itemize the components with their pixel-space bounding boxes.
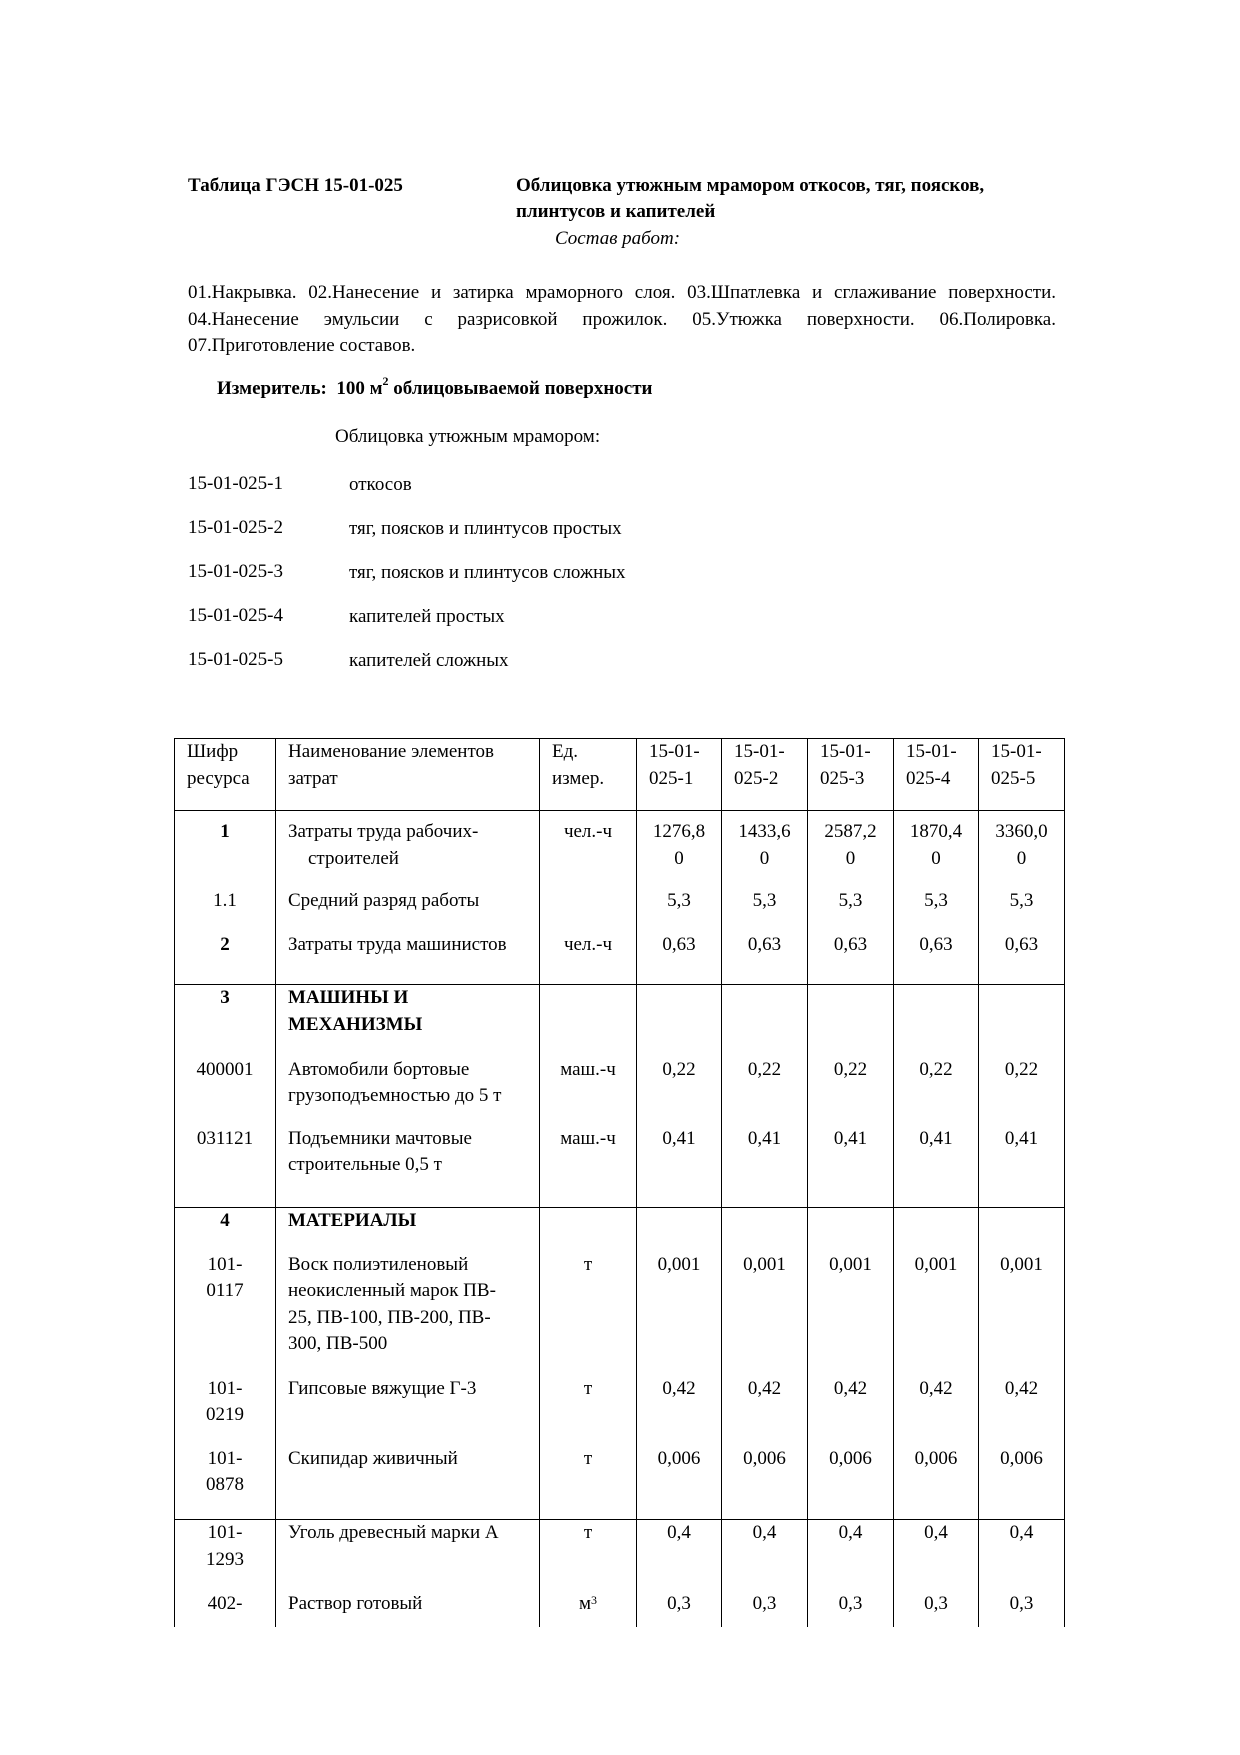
item-code: 15-01-025-4 — [188, 605, 283, 626]
resource-table — [174, 738, 1065, 1627]
row-unit: т — [540, 1446, 637, 1520]
row-code: 1.1 — [175, 882, 276, 926]
table-row-section — [175, 1208, 1065, 1252]
meter-sup: 2 — [382, 374, 389, 388]
table-row — [175, 882, 1065, 926]
table-row — [175, 1126, 1065, 1208]
header-col-3: 15-01- 025-3 — [808, 739, 894, 811]
row-value: 0,22 — [894, 1055, 979, 1126]
work-composition-text: 01.Накрывка. 02.Нанесение и затирка мраморного слоя. 03.Шпатлевка и сглаживание поверхности. 04.Нанесение эмульсии с разрисовкой прожилок. 05.Утюжка поверхности. 06.Полировка. 07.Приготовление составов. — [188, 282, 1056, 356]
row-value: 5,3 — [894, 882, 979, 926]
row-value: 0,006 — [722, 1446, 808, 1520]
row-code: 101- 0219 — [175, 1376, 276, 1446]
row-value: 0,006 — [637, 1446, 722, 1520]
item-code: 15-01-025-2 — [188, 517, 283, 538]
item-name: тяг, поясков и плинтусов простых — [349, 518, 622, 539]
item-name: тяг, поясков и плинтусов сложных — [349, 562, 626, 583]
row-value: 0,001 — [808, 1252, 894, 1376]
row-value: 0,001 — [637, 1252, 722, 1376]
row-value: 0,22 — [637, 1055, 722, 1126]
header-col-2: 15-01- 025-2 — [722, 739, 808, 811]
header-col-4: 15-01- 025-4 — [894, 739, 979, 811]
row-unit: маш.-ч — [540, 1126, 637, 1208]
row-value: 0,42 — [979, 1376, 1065, 1446]
meter-rest: облицовываемой поверхности — [393, 378, 653, 399]
row-value: 2587,2 0 — [808, 811, 894, 882]
table-row-section — [175, 985, 1065, 1055]
table-row — [175, 926, 1065, 985]
row-code: 101- 0878 — [175, 1446, 276, 1520]
table-row — [175, 1520, 1065, 1591]
row-value: 0,41 — [894, 1126, 979, 1208]
row-code: 2 — [175, 926, 276, 985]
meter-line — [217, 374, 653, 400]
row-code: 101- 0117 — [175, 1252, 276, 1376]
row-code: 4 — [175, 1208, 276, 1252]
row-value: 5,3 — [637, 882, 722, 926]
table-row — [175, 1376, 1065, 1446]
row-unit — [540, 882, 637, 926]
row-value: 0,4 — [637, 1520, 722, 1591]
row-unit: маш.-ч — [540, 1055, 637, 1126]
row-value: 0,4 — [808, 1520, 894, 1591]
row-unit: т — [540, 1520, 637, 1591]
row-value: 1276,8 0 — [637, 811, 722, 882]
row-value: 0,3 — [808, 1591, 894, 1627]
row-name: Затраты труда рабочих- строителей — [276, 811, 540, 882]
row-name: Уголь древесный марки А — [276, 1520, 540, 1591]
row-value: 0,3 — [979, 1591, 1065, 1627]
header-col-5: 15-01- 025-5 — [979, 739, 1065, 811]
row-value: 0,4 — [894, 1520, 979, 1591]
row-unit: т — [540, 1252, 637, 1376]
row-code: 402- — [175, 1591, 276, 1627]
row-value: 0,3 — [894, 1591, 979, 1627]
row-value: 0,006 — [979, 1446, 1065, 1520]
header-unit: Ед. измер. — [540, 739, 637, 811]
row-unit: чел.-ч — [540, 926, 637, 985]
row-name: Подъемники мачтовые строительные 0,5 т — [276, 1126, 540, 1208]
row-value: 0,22 — [808, 1055, 894, 1126]
table-title-line2: плинтусов и капителей — [516, 201, 716, 222]
row-value: 1433,6 0 — [722, 811, 808, 882]
row-name: Раствор готовый — [276, 1591, 540, 1627]
row-value: 5,3 — [808, 882, 894, 926]
row-value: 5,3 — [722, 882, 808, 926]
header-col-1: 15-01- 025-1 — [637, 739, 722, 811]
item-code: 15-01-025-5 — [188, 649, 283, 670]
row-code: 101- 1293 — [175, 1520, 276, 1591]
item-code: 15-01-025-3 — [188, 561, 283, 582]
row-value: 0,001 — [979, 1252, 1065, 1376]
row-value: 0,4 — [722, 1520, 808, 1591]
row-value: 3360,0 0 — [979, 811, 1065, 882]
row-value: 0,41 — [808, 1126, 894, 1208]
row-value: 0,42 — [894, 1376, 979, 1446]
row-value: 1870,4 0 — [894, 811, 979, 882]
row-value: 0,42 — [808, 1376, 894, 1446]
row-value: 0,001 — [894, 1252, 979, 1376]
row-value: 0,3 — [722, 1591, 808, 1627]
table-title-line1: Облицовка утюжным мрамором откосов, тяг, поясков, — [516, 175, 985, 196]
row-value: 0,63 — [637, 926, 722, 985]
row-code: 031121 — [175, 1126, 276, 1208]
row-name: Гипсовые вяжущие Г-3 — [276, 1376, 540, 1446]
row-unit: $м^3$ — [540, 1591, 637, 1627]
row-name: МАШИНЫ И МЕХАНИЗМЫ — [276, 985, 540, 1055]
row-value: 0,63 — [894, 926, 979, 985]
row-value: 0,41 — [979, 1126, 1065, 1208]
row-value: 0,42 — [637, 1376, 722, 1446]
row-value: 0,3 — [637, 1591, 722, 1627]
table-row — [175, 1446, 1065, 1520]
table-row — [175, 1055, 1065, 1126]
row-value: 0,22 — [979, 1055, 1065, 1126]
table-number: Таблица ГЭСН 15-01-025 — [188, 175, 403, 196]
header-code: Шифр ресурса — [175, 739, 276, 811]
row-name: МАТЕРИАЛЫ — [276, 1208, 540, 1252]
meter-value: 100 м — [336, 378, 383, 399]
row-value: 0,001 — [722, 1252, 808, 1376]
table-row — [175, 811, 1065, 882]
item-code: 15-01-025-1 — [188, 473, 283, 494]
row-value: 0,41 — [722, 1126, 808, 1208]
row-code: 3 — [175, 985, 276, 1055]
row-value: 5,3 — [979, 882, 1065, 926]
row-unit: чел.-ч — [540, 811, 637, 882]
subtitle: Облицовка утюжным мрамором: — [335, 426, 601, 447]
row-value: 0,006 — [894, 1446, 979, 1520]
header-name: Наименование элементов затрат — [276, 739, 540, 811]
row-value: 0,006 — [808, 1446, 894, 1520]
row-value: 0,22 — [722, 1055, 808, 1126]
row-code: 1 — [175, 811, 276, 882]
row-name: Воск полиэтиленовый неокисленный марок ПВ- 25, ПВ-100, ПВ-200, ПВ- 300, ПВ-500 — [276, 1252, 540, 1376]
table-row — [175, 1591, 1065, 1627]
row-value: 0,41 — [637, 1126, 722, 1208]
row-value: 0,4 — [979, 1520, 1065, 1591]
row-value: 0,63 — [979, 926, 1065, 985]
table-row — [175, 1252, 1065, 1376]
item-name: капителей простых — [349, 606, 505, 627]
row-value: 0,42 — [722, 1376, 808, 1446]
row-name: Средний разряд работы — [276, 882, 540, 926]
row-name: Затраты труда машинистов — [276, 926, 540, 985]
table-header-row — [175, 739, 1065, 811]
item-name: откосов — [349, 474, 412, 495]
meter-label: Измеритель: — [217, 378, 327, 399]
work-composition-label: Состав работ: — [555, 228, 681, 249]
row-name: Скипидар живичный — [276, 1446, 540, 1520]
row-name: Автомобили бортовые грузоподъемностью до 5 т — [276, 1055, 540, 1126]
row-value: 0,63 — [808, 926, 894, 985]
row-unit: т — [540, 1376, 637, 1446]
row-code: 400001 — [175, 1055, 276, 1126]
row-value: 0,63 — [722, 926, 808, 985]
item-name: капителей сложных — [349, 650, 509, 671]
